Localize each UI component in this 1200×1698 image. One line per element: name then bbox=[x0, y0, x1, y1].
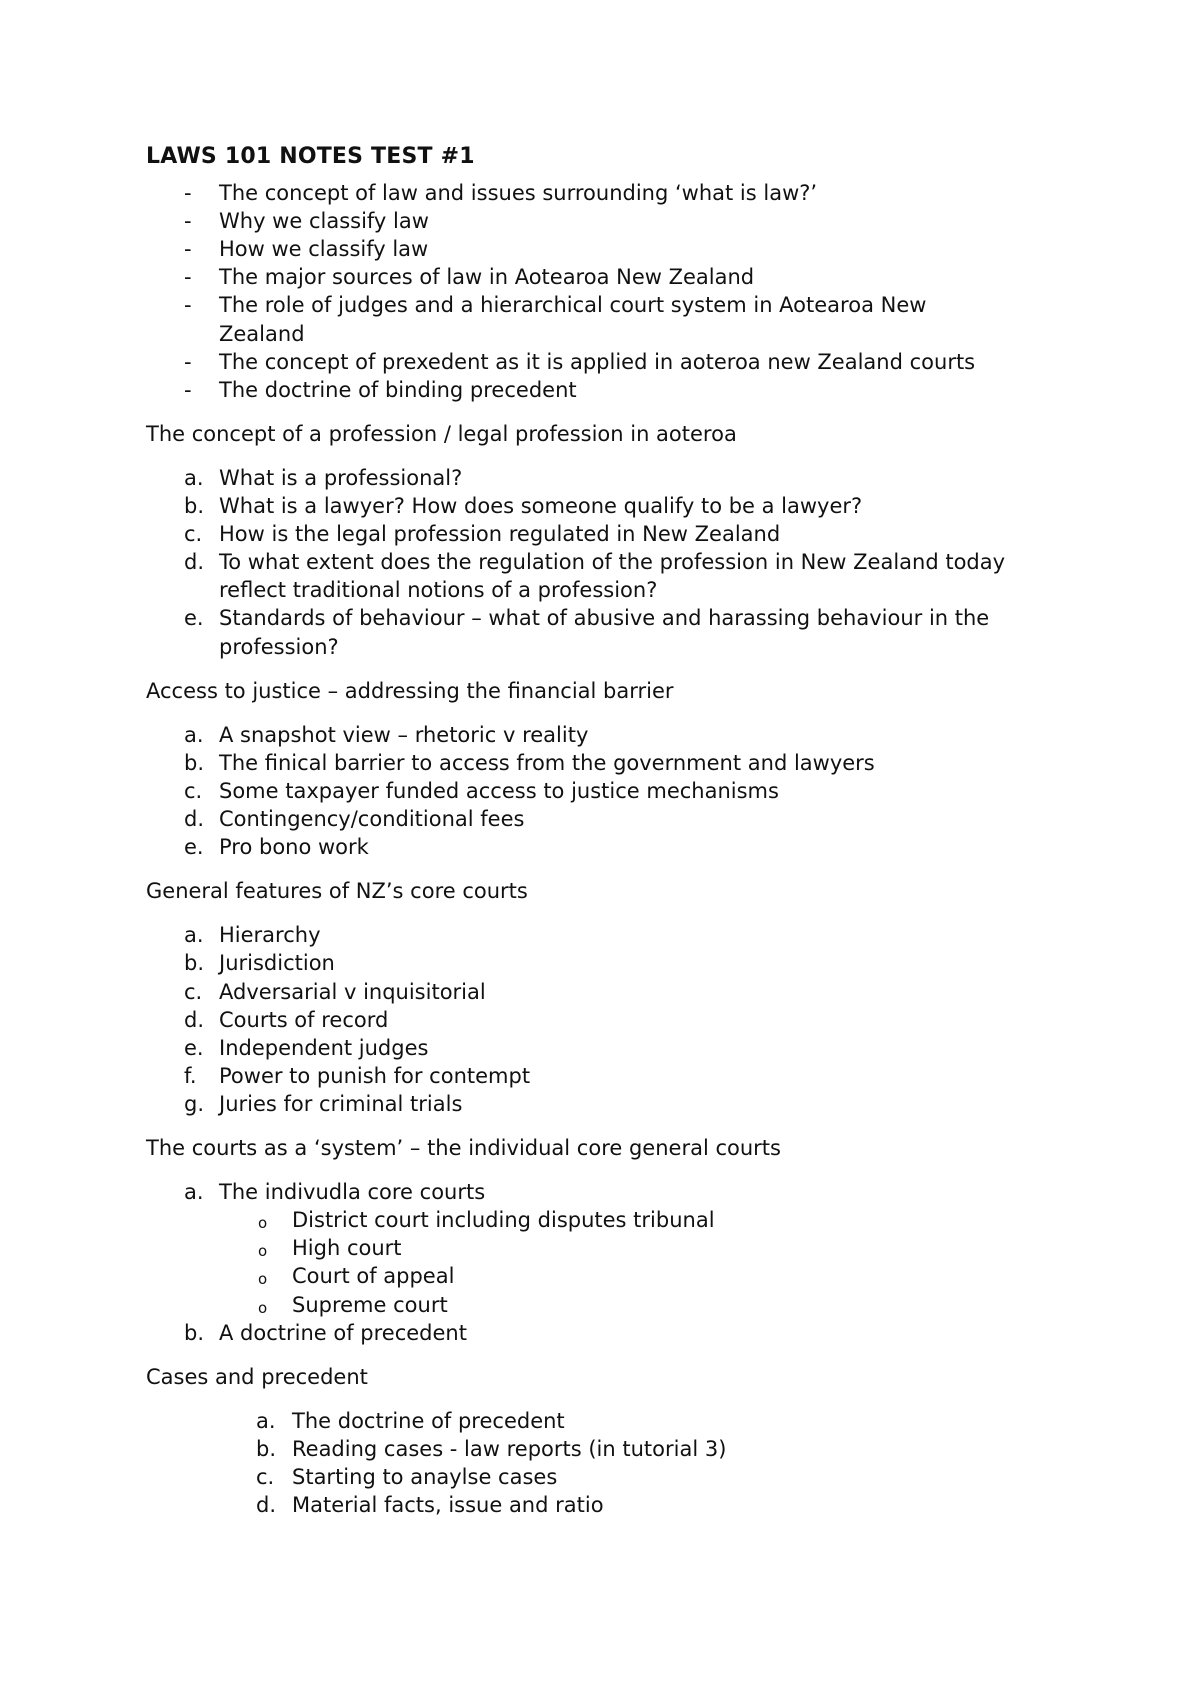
list-item: How is the legal profession regulated in New Zealand bbox=[219, 522, 781, 547]
list-marker: a. bbox=[184, 1180, 204, 1205]
list-marker: d. bbox=[184, 550, 205, 575]
section-heading: The concept of a profession / legal profession in aoteroa bbox=[146, 421, 737, 446]
list-item: A doctrine of precedent bbox=[219, 1320, 467, 1345]
list-marker: - bbox=[184, 265, 192, 290]
bullet-circle-icon: o bbox=[258, 1298, 268, 1317]
bullet-circle-icon: o bbox=[258, 1214, 268, 1233]
list-item: What is a professional? bbox=[219, 465, 463, 490]
section-heading: The courts as a ‘system’ – the individual core general courts bbox=[146, 1136, 781, 1160]
list-marker: a. bbox=[184, 722, 204, 747]
list-marker: b. bbox=[184, 494, 205, 518]
section-heading: General features of NZ’s core courts bbox=[146, 879, 528, 904]
list-marker: d. bbox=[256, 1493, 277, 1518]
list-item: Starting to anaylse cases bbox=[292, 1465, 558, 1489]
list-item: The doctrine of precedent bbox=[292, 1408, 565, 1433]
intro-list-item: The concept of law and issues surrounding ‘what is law?’ bbox=[219, 181, 818, 205]
list-marker: d. bbox=[184, 1007, 205, 1032]
list-marker: a. bbox=[256, 1408, 276, 1433]
list-marker: c. bbox=[256, 1465, 275, 1489]
list-marker: g. bbox=[184, 1091, 205, 1116]
list-item: Material facts, issue and ratio bbox=[292, 1493, 604, 1518]
list-marker: c. bbox=[184, 979, 203, 1004]
list-item: Pro bono work bbox=[219, 835, 369, 860]
list-marker: c. bbox=[184, 522, 203, 547]
list-item: Adversarial v inquisitorial bbox=[219, 979, 486, 1004]
intro-list-item: The doctrine of binding precedent bbox=[219, 377, 577, 402]
list-marker: - bbox=[184, 237, 192, 262]
intro-list-item: Zealand bbox=[219, 321, 305, 346]
intro-list-item: How we classify law bbox=[219, 237, 429, 262]
intro-list-item: The major sources of law in Aotearoa New Zealand bbox=[219, 265, 755, 290]
document-title: LAWS 101 NOTES TEST #1 bbox=[146, 144, 475, 169]
bullet-circle-icon: o bbox=[258, 1270, 268, 1289]
list-item: A snapshot view – rhetoric v reality bbox=[219, 722, 589, 747]
bullet-circle-icon: o bbox=[258, 1242, 268, 1261]
list-item: Standards of behaviour – what of abusive and harassing behaviour in the bbox=[219, 606, 990, 631]
list-item: What is a lawyer? How does someone qualify to be a lawyer? bbox=[219, 494, 863, 518]
list-item: Power to punish for contempt bbox=[219, 1063, 531, 1088]
list-item: reflect traditional notions of a profession? bbox=[219, 578, 658, 603]
list-marker: - bbox=[184, 209, 192, 234]
list-marker: e. bbox=[184, 606, 204, 631]
list-item: Independent judges bbox=[219, 1035, 429, 1060]
list-item: Reading cases - law reports (in tutorial 3) bbox=[292, 1436, 727, 1461]
list-marker: c. bbox=[184, 778, 203, 803]
list-marker: a. bbox=[184, 465, 204, 490]
list-marker: f. bbox=[184, 1063, 197, 1088]
intro-list-item: The concept of prexedent as it is applied in aoteroa new Zealand courts bbox=[219, 349, 976, 374]
list-marker: e. bbox=[184, 1035, 204, 1060]
intro-list-item: The role of judges and a hierarchical court system in Aotearoa New bbox=[219, 293, 927, 318]
sub-list-item: High court bbox=[292, 1236, 402, 1261]
list-marker: b. bbox=[184, 1320, 205, 1345]
list-marker: - bbox=[184, 377, 192, 402]
sub-list-item: Supreme court bbox=[292, 1292, 448, 1317]
list-item: profession? bbox=[219, 634, 339, 659]
list-item: Courts of record bbox=[219, 1007, 389, 1032]
intro-list-item: Why we classify law bbox=[219, 209, 429, 234]
sub-list-item: Court of appeal bbox=[292, 1264, 455, 1289]
list-marker: - bbox=[184, 181, 192, 205]
section-heading: Access to justice – addressing the financial barrier bbox=[146, 678, 674, 703]
sub-list-item: District court including disputes tribunal bbox=[292, 1208, 715, 1233]
list-item: Jurisdiction bbox=[219, 951, 335, 976]
list-item: Juries for criminal trials bbox=[219, 1091, 463, 1116]
list-item: The finical barrier to access from the government and lawyers bbox=[219, 750, 875, 775]
list-item: Hierarchy bbox=[219, 923, 321, 948]
list-item: To what extent does the regulation of the profession in New Zealand today bbox=[219, 550, 1006, 575]
list-marker: b. bbox=[256, 1436, 277, 1461]
list-marker: - bbox=[184, 349, 192, 374]
list-marker: b. bbox=[184, 951, 205, 976]
section-heading: Cases and precedent bbox=[146, 1364, 368, 1389]
list-marker: b. bbox=[184, 750, 205, 775]
list-item: Contingency/conditional fees bbox=[219, 807, 525, 831]
list-item: The indivudla core courts bbox=[219, 1180, 486, 1205]
list-item: Some taxpayer funded access to justice mechanisms bbox=[219, 778, 779, 803]
list-marker: e. bbox=[184, 835, 204, 860]
list-marker: a. bbox=[184, 923, 204, 948]
list-marker: d. bbox=[184, 807, 205, 831]
list-marker: - bbox=[184, 293, 192, 318]
